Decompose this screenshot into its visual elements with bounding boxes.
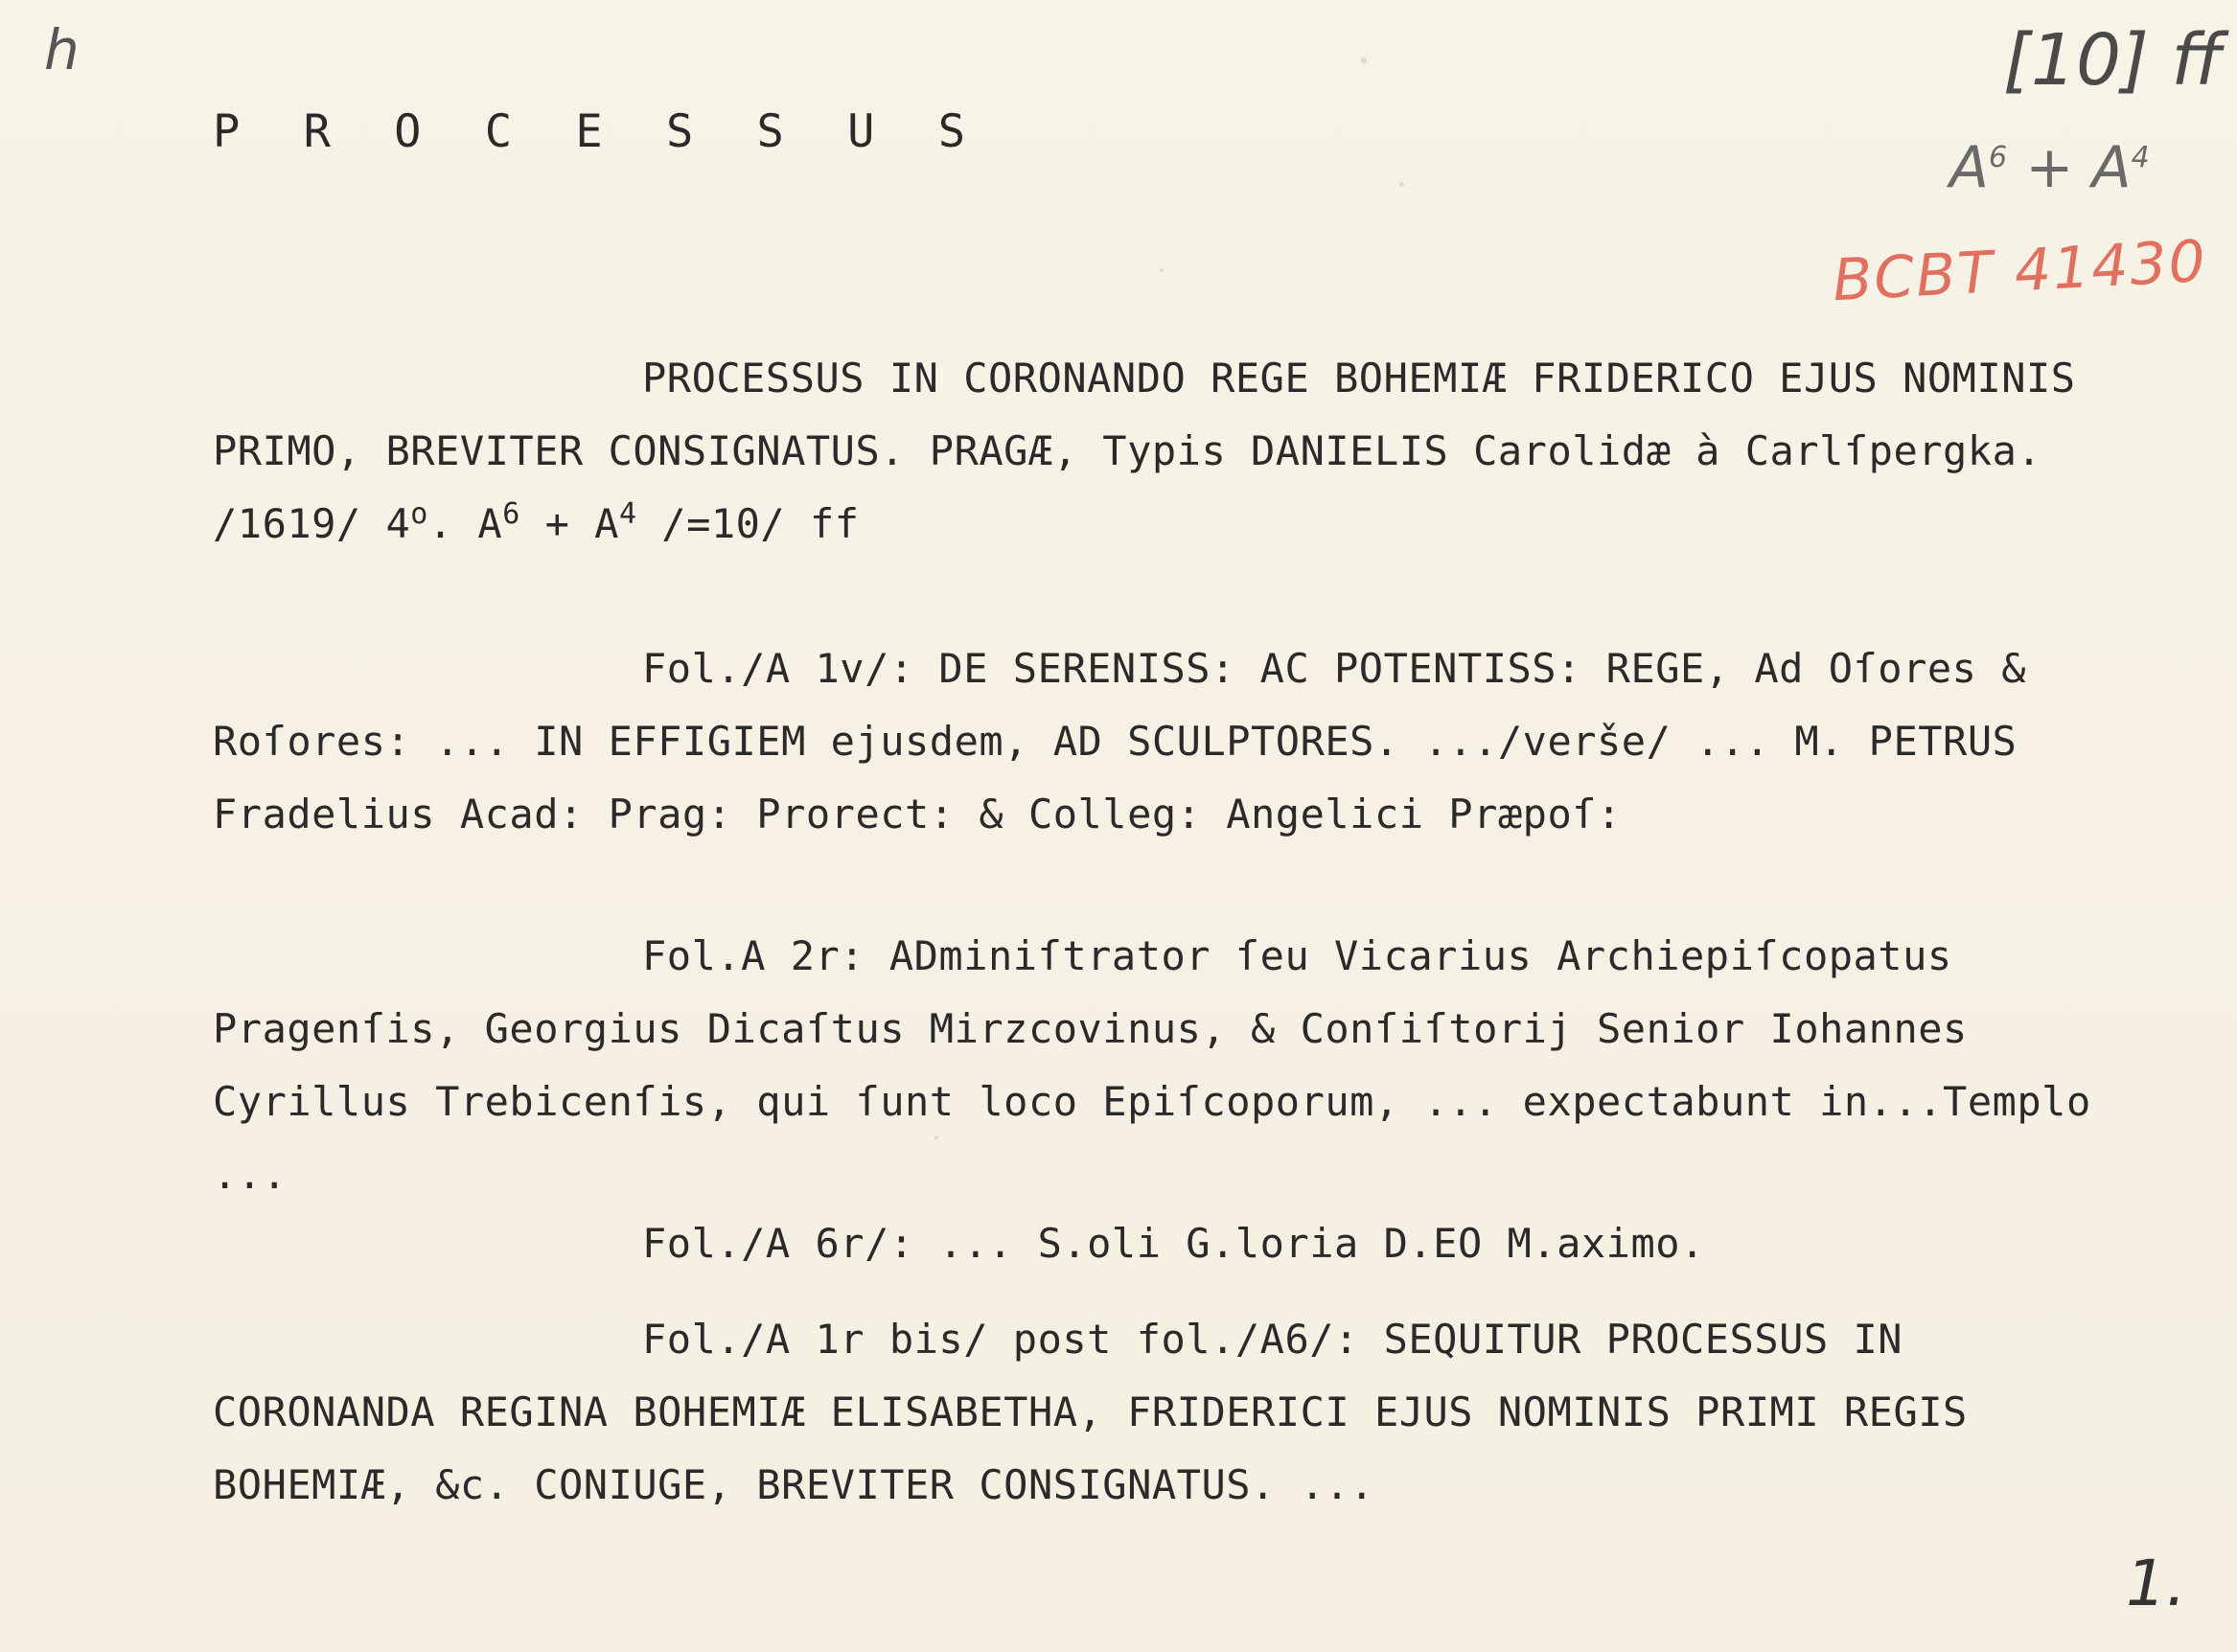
collation-plus: + [2007, 134, 2092, 201]
collation-sup: 6 [502, 497, 520, 531]
title-entry [213, 342, 2149, 561]
collation-text: . A [427, 500, 503, 547]
paper-speck [1361, 57, 1367, 63]
collation-superscript-2: 4 [2131, 141, 2150, 174]
collation-text-2: + A [519, 500, 619, 547]
folio-note-1v [213, 632, 2149, 851]
folio-note-text: Fol./A 1r bis/ post fol./A6/: SEQUITUR PROCESSUS IN CORONANDA REGINA BOHEMIÆ ELISABETHA, FRIDERICI EJUS NOMINIS PRIMI REGIS BOHEMIÆ, &c. CONIUGE, BREVITER CONSIGNATUS. ... [213, 1316, 1968, 1508]
paper-speck [1160, 268, 1164, 272]
leaf-count-text: /=10/ ff [636, 500, 860, 547]
folio-note-text: Fol.A 2r: ADminiſtrator ſeu Vicarius Archiepiſcopatus Pragenſis, Georgius Dicaſtus Mirzcovinus, & Conſiſtorij Senior Iohannes Cyrillus Trebicenſis, qui ſunt loco Epiſcoporum, ... expectabunt in...Templo ... [213, 932, 2091, 1198]
format-degree: o [410, 497, 428, 531]
card-heading: P R O C E S S U S [213, 105, 984, 158]
folio-note-2r [213, 920, 2149, 1211]
folio-note-6r [213, 1207, 2149, 1280]
handwritten-collation [1949, 134, 2150, 201]
collation-sup-2: 4 [618, 497, 637, 531]
collation-superscript: 6 [1989, 141, 2008, 174]
red-catalog-code: BCBT 41430 [1831, 227, 2209, 315]
collation-letter: A [1949, 134, 1990, 201]
folio-note-text: Fol./A 1v/: DE SERENISS: AC POTENTISS: REGE, Ad Oſores & Roſores: ... IN EFFIGIEM ejusdem, AD SCULPTORES. .../verše/ ... M. PETRUS Fradelius Acad: Prag: Prorect: & Colleg: Angelici Præpoſ: [213, 645, 2027, 837]
collation-letter-2: A [2091, 134, 2132, 201]
title-text: PROCESSUS IN CORONANDO REGE BOHEMIÆ FRIDERICO EJUS NOMINIS PRIMO, BREVITER CONSIGNATUS. PRAGÆ, Typis DANIELIS Carolidæ à Carlſpergka. /1619/ 4 [213, 355, 2076, 547]
handwritten-mark: h [44, 17, 80, 82]
card-number: 1. [2126, 1547, 2186, 1620]
folio-note-text: Fol./A 6r/: ... S.oli G.loria D.EO M.aximo. [642, 1220, 1705, 1267]
paper-speck [934, 1136, 938, 1139]
paper-speck [1399, 182, 1404, 187]
handwritten-leaf-count: [10] ff [2003, 19, 2223, 102]
folio-note-1r-bis [213, 1303, 2149, 1522]
